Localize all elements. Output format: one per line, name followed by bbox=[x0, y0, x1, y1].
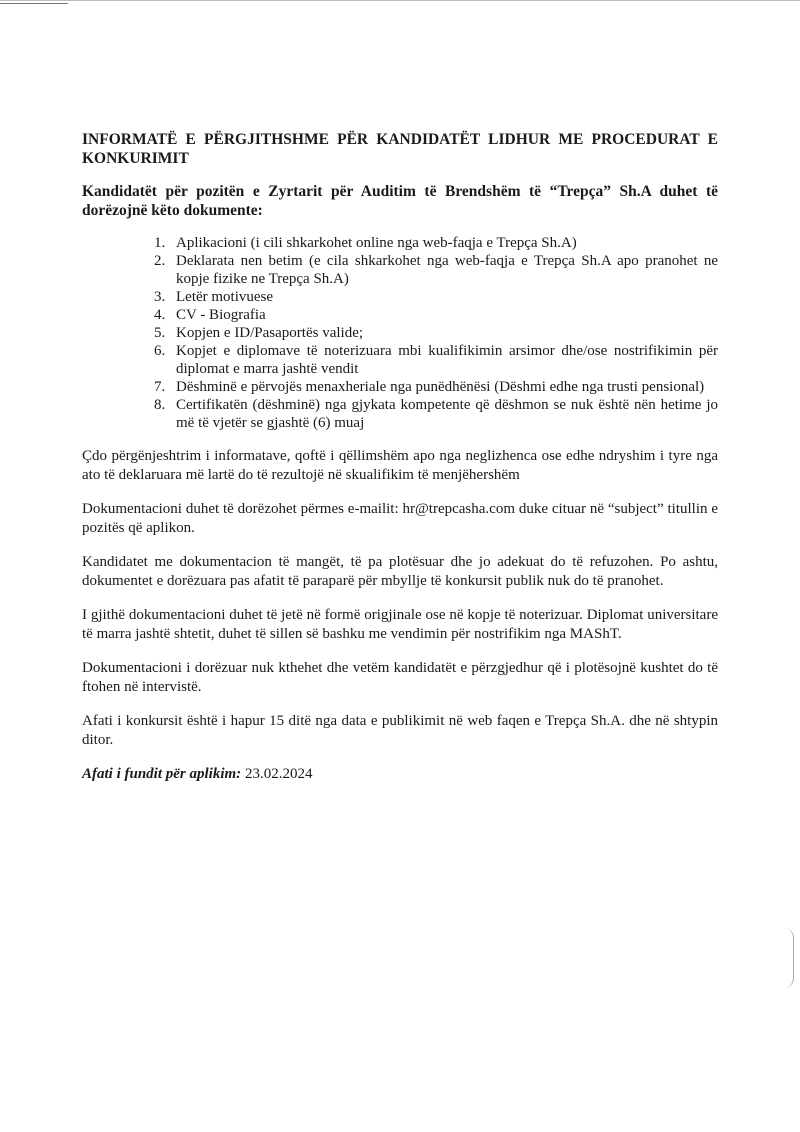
deadline-line bbox=[82, 765, 718, 784]
list-item-number: 6. bbox=[154, 343, 166, 359]
list-item bbox=[82, 378, 718, 396]
document-heading: INFORMATË E PËRGJITHSHME PËR KANDIDATËT LIDHUR ME PROCEDURAT E KONKURIMIT bbox=[82, 131, 718, 167]
list-item-number: 1. bbox=[154, 235, 166, 251]
scan-margin-mark bbox=[781, 928, 794, 988]
list-item-number: 7. bbox=[154, 379, 166, 395]
list-item bbox=[82, 324, 718, 342]
list-item-number: 4. bbox=[154, 307, 166, 323]
list-item-text: Dëshminë e përvojës menaxheriale nga punëdhënësi (Dëshmi edhe nga trusti pensional) bbox=[176, 379, 705, 395]
list-item-number: 8. bbox=[154, 397, 166, 413]
misrepresentation-paragraph: Çdo përgënjeshtrim i informatave, qoftë i qëllimshëm apo nga neglizhenca ose edhe ndryshim i tyre nga ato të deklaruara më lartë do të rezultojë në skualifikim të menjëhershëm bbox=[82, 448, 718, 483]
original-docs-paragraph: I gjithë dokumentacioni duhet të jetë në formë origjinale ose në kopje të noterizuar. Diplomat universitare të marra jashtë shtetit, duhet të sillen së bashku me vendimin për nostrifikim nga MAShT. bbox=[82, 607, 718, 642]
list-item-text: Kopjen e ID/Pasaportës valide; bbox=[176, 325, 364, 341]
list-item bbox=[82, 342, 718, 378]
open-period-paragraph: Afati i konkursit është i hapur 15 ditë nga data e publikimit në web faqen e Trepça Sh.A. dhe në shtypin ditor. bbox=[82, 713, 718, 748]
list-item-text: CV - Biografia bbox=[176, 307, 266, 323]
required-documents-list bbox=[82, 234, 718, 432]
list-item-number: 2. bbox=[154, 253, 166, 269]
list-item-text: Deklarata nen betim (e cila shkarkohet nga web-faqja e Trepça Sh.A apo pranohet ne kopje fizike ne Trepça Sh.A) bbox=[176, 253, 718, 287]
interview-paragraph: Dokumentacioni i dorëzuar nuk kthehet dhe vetëm kandidatët e përzgjedhur që i plotësojnë kushtet do të ftohen në intervistë. bbox=[82, 660, 718, 695]
submission-email-paragraph: Dokumentacioni duhet të dorëzohet përmes e-mailit: hr@trepcasha.com duke cituar në “subject” titullin e pozitës që aplikon. bbox=[82, 501, 718, 536]
list-item bbox=[82, 288, 718, 306]
list-item bbox=[82, 234, 718, 252]
list-item-number: 5. bbox=[154, 325, 166, 341]
deadline-date: 23.02.2024 bbox=[244, 766, 313, 782]
list-item bbox=[82, 306, 718, 324]
incomplete-docs-paragraph: Kandidatet me dokumentacion të mangët, të pa plotësuar dhe jo adekuat do të refuzohen. Po ashtu, dokumentet e dorëzuara pas afatit të paraparë për mbyllje të konkursit publik nuk do të pranohet. bbox=[82, 554, 718, 589]
list-item bbox=[82, 396, 718, 432]
list-item-text: Certifikatën (dëshminë) nga gjykata kompetente që dëshmon se nuk është nën hetime jo më të vjetër se gjashtë (6) muaj bbox=[176, 397, 718, 431]
document-body bbox=[82, 130, 718, 784]
list-item-text: Aplikacioni (i cili shkarkohet online nga web-faqja e Trepça Sh.A) bbox=[176, 235, 577, 251]
list-item-text: Kopjet e diplomave të noterizuara mbi kualifikimin arsimor dhe/ose nostrifikimin për diplomat e marra jashtë vendit bbox=[176, 343, 718, 377]
intro-paragraph: Kandidatët për pozitën e Zyrtarit për Auditim të Brendshëm të “Trepça” Sh.A duhet të dorëzojnë këto dokumente: bbox=[82, 183, 718, 219]
deadline-label: Afati i fundit për aplikim: bbox=[82, 766, 242, 782]
list-item-number: 3. bbox=[154, 289, 166, 305]
list-item bbox=[82, 252, 718, 288]
scan-top-edge bbox=[0, 0, 800, 4]
list-item-text: Letër motivuese bbox=[176, 289, 274, 305]
